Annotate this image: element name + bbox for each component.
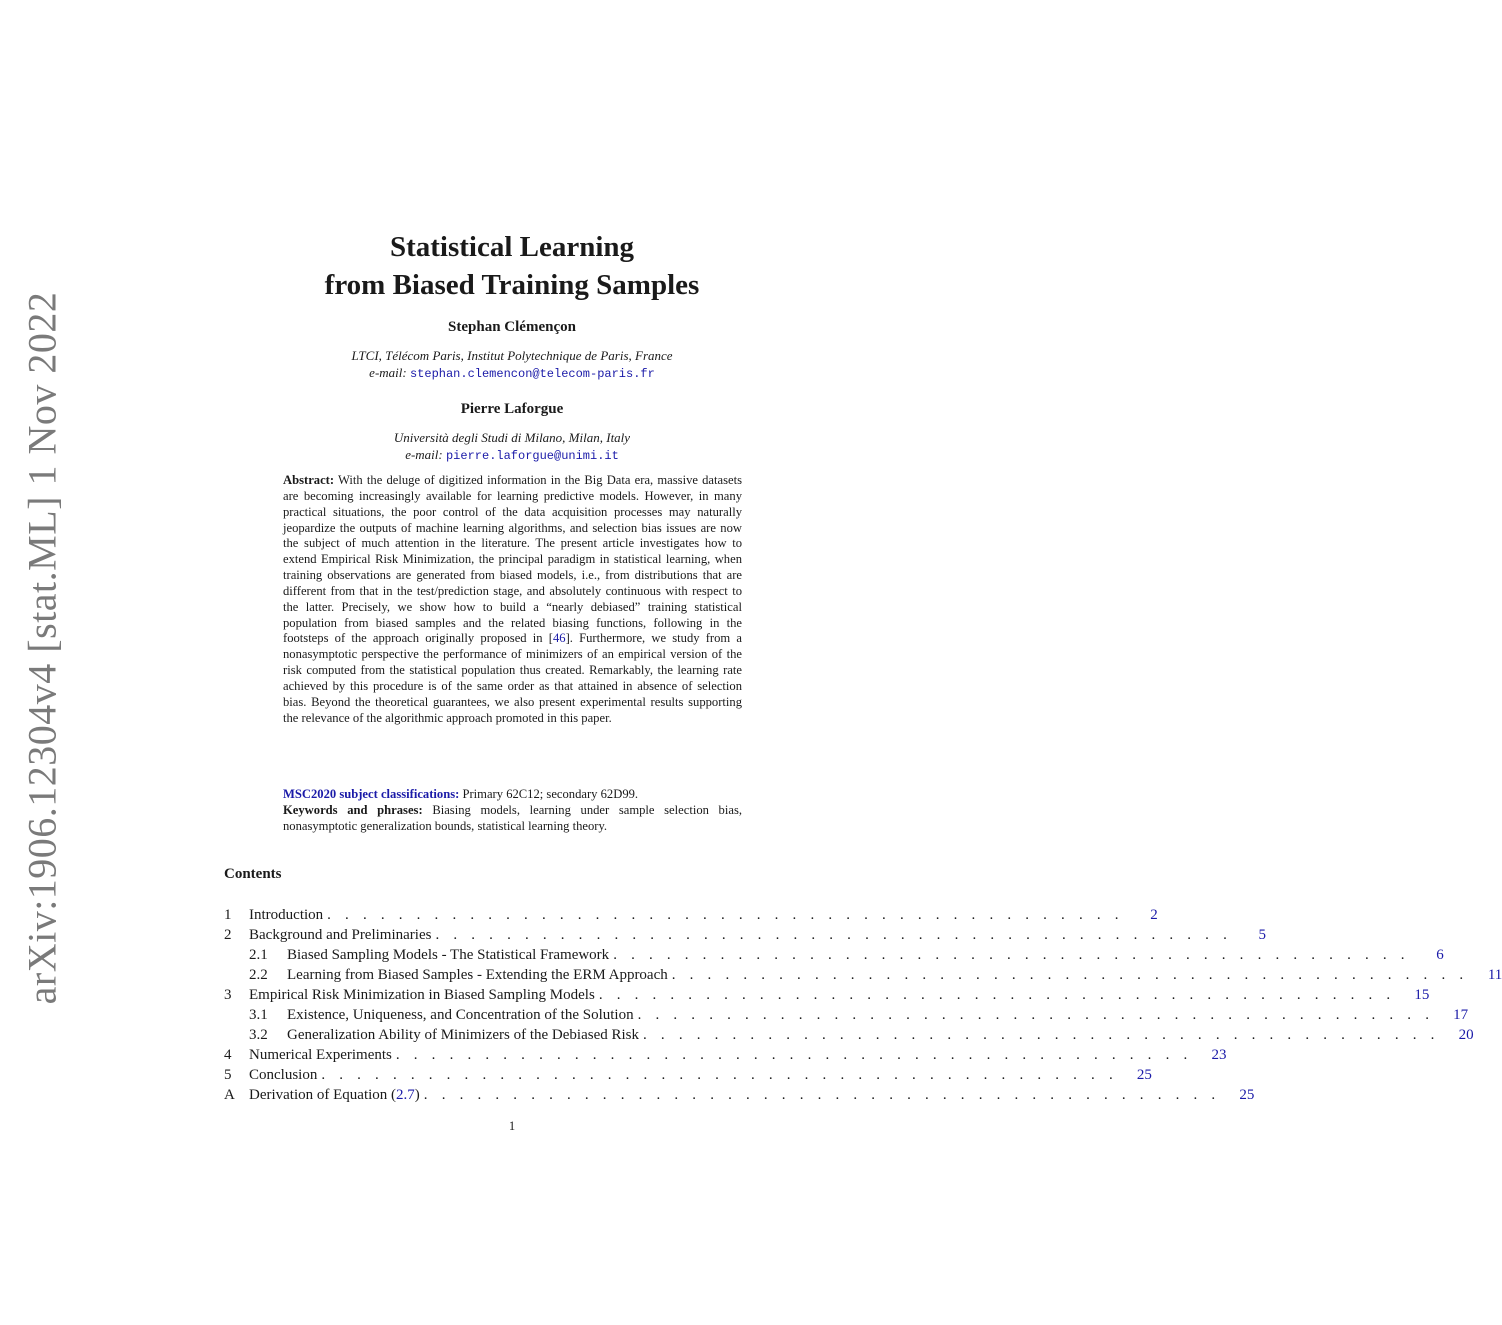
toc-number: 4	[224, 1047, 232, 1063]
toc-page-link[interactable]: 11	[1487, 967, 1502, 983]
toc-number: 3	[224, 987, 232, 1003]
toc-number: 1	[224, 907, 232, 923]
toc-entry[interactable]	[224, 985, 1430, 1005]
toc-number: 2.1	[249, 947, 268, 963]
contents-heading: Contents	[224, 866, 282, 882]
toc-entry[interactable]	[224, 1025, 1474, 1045]
toc-page-link[interactable]: 23	[1211, 1047, 1227, 1063]
equation-ref-link[interactable]: 2.7	[396, 1087, 415, 1103]
table-of-contents	[224, 905, 1502, 1105]
abstract	[283, 473, 742, 727]
title-line-1: Statistical Learning	[389, 231, 635, 263]
toc-page-link[interactable]: 2	[1150, 907, 1158, 923]
author-email-link[interactable]: stephan.clemencon@telecom-paris.fr	[409, 367, 655, 381]
toc-title-close: )	[414, 1087, 420, 1103]
arxiv-identifier: arXiv:1906.12304v4 [stat.ML] 1 Nov 2022	[19, 291, 65, 1005]
abstract-text: With the deluge of digitized information in the Big Data era, massive datasets are becoming increasingly available for learning predictive models. However, in many practical situations, the poor control of the data acquisition processes may naturally jeopardize the outputs of machine learning algorithms, and selection bias issues are now the subject of much attention in the literature. The present article investigates how to extend Empirical Risk Minimization, the principal paradigm in statistical learning, when training observations are generated from biased models, i.e., from distributions that are different from that in the test/prediction stage, and absolutely continuous with respect to the latter. Precisely, we show how to build a “nearly debiased” training statistical population from biased samples and the related biasing functions, following in the footsteps of the approach originally proposed in [	[283, 473, 743, 646]
title-line-2: from Biased Training Samples	[324, 269, 700, 301]
toc-page-link[interactable]: 5	[1258, 927, 1267, 943]
toc-leader: . . . . . . . . . . . . . . . . . . . . . . . . . . . . . . . . . . . . . . . . . . . . .	[321, 1067, 1118, 1083]
paper-title	[0, 228, 1024, 304]
keywords-line	[283, 803, 742, 835]
toc-entry[interactable]	[224, 1005, 1469, 1025]
email-label: e-mail:	[369, 365, 407, 380]
toc-title: Background and Preliminaries	[249, 927, 432, 943]
toc-leader: . . . . . . . . . . . . . . . . . . . . . . . . . . . . . . . . . . . . . . . . . . . . .	[637, 1007, 1435, 1023]
toc-number: 3.1	[249, 1007, 268, 1023]
toc-entry[interactable]	[224, 1085, 1255, 1105]
citation-link[interactable]: 46	[552, 631, 566, 646]
toc-leader: . . . . . . . . . . . . . . . . . . . . . . . . . . . . . . . . . . . . . . . . . . . . .	[671, 967, 1469, 983]
toc-entry[interactable]	[224, 1065, 1152, 1085]
toc-entry[interactable]	[224, 965, 1502, 985]
classification-block	[283, 787, 742, 835]
toc-number: 2	[224, 927, 232, 943]
toc-number: 5	[224, 1067, 232, 1083]
toc-entry[interactable]	[224, 925, 1267, 945]
toc-title: Conclusion	[249, 1067, 318, 1083]
toc-page-link[interactable]: 25	[1136, 1067, 1152, 1083]
toc-page-link[interactable]: 15	[1414, 987, 1430, 1003]
author-affiliation: LTCI, Télécom Paris, Institut Polytechnique de Paris, France	[351, 348, 673, 363]
toc-leader: . . . . . . . . . . . . . . . . . . . . . . . . . . . . . . . . . . . . . . . . . . . . .	[395, 1047, 1193, 1063]
toc-entry[interactable]	[224, 1045, 1227, 1065]
toc-title: Existence, Uniqueness, and Concentration of the Solution	[287, 1007, 634, 1023]
toc-entry[interactable]	[224, 945, 1444, 965]
author-email-line	[0, 364, 1024, 383]
author-affiliation: Università degli Studi di Milano, Milan, Italy	[393, 430, 631, 445]
keywords-label: Keywords and phrases:	[283, 802, 423, 817]
email-label: e-mail:	[405, 447, 443, 462]
abstract-text-continued: ]. Furthermore, we study from a nonasymptotic perspective the performance of minimizers of an empirical version of the risk computed from the statistical population thus created. Remarkably, the learning rate achieved by this procedure is of the same order as that attained in absence of selection bias. Beyond the theoretical guarantees, we also present experimental results supporting the relevance of the algorithmic approach promoted in this paper.	[283, 631, 742, 725]
toc-title: Introduction	[249, 907, 324, 923]
toc-leader: . . . . . . . . . . . . . . . . . . . . . . . . . . . . . . . . . . . . . . . . . . . . .	[643, 1027, 1440, 1043]
msc-text: Primary 62C12; secondary 62D99.	[462, 787, 639, 801]
toc-title: Biased Sampling Models - The Statistical Framework	[287, 947, 610, 963]
toc-leader: . . . . . . . . . . . . . . . . . . . . . . . . . . . . . . . . . . . . . . . . . . . . .	[423, 1087, 1221, 1103]
toc-page-link[interactable]: 25	[1239, 1087, 1255, 1103]
toc-title: Learning from Biased Samples - Extending the ERM Approach	[287, 967, 668, 983]
msc-link[interactable]: MSC2020 subject classifications:	[283, 787, 460, 801]
toc-leader: . . . . . . . . . . . . . . . . . . . . . . . . . . . . . . . . . . . . . . . . . . . . .	[598, 987, 1396, 1003]
author-name: Stephan Clémençon	[448, 319, 576, 335]
author-email-link[interactable]: pierre.laforgue@unimi.it	[445, 449, 619, 463]
toc-page-link[interactable]: 6	[1436, 947, 1444, 963]
toc-entry[interactable]	[224, 905, 1158, 925]
toc-title-text: Derivation of Equation (	[249, 1087, 397, 1103]
toc-title: Numerical Experiments	[249, 1047, 392, 1063]
toc-number: A	[224, 1087, 235, 1103]
abstract-label: Abstract:	[283, 473, 335, 487]
toc-leader: . . . . . . . . . . . . . . . . . . . . . . . . . . . . . . . . . . . . . . . . . . . . .	[327, 907, 1124, 923]
toc-page-link[interactable]: 20	[1458, 1027, 1474, 1043]
toc-leader: . . . . . . . . . . . . . . . . . . . . . . . . . . . . . . . . . . . . . . . . . . . . .	[435, 927, 1233, 943]
toc-page-link[interactable]: 17	[1453, 1007, 1469, 1023]
author-name: Pierre Laforgue	[460, 401, 564, 417]
toc-number: 3.2	[249, 1027, 268, 1043]
author-email-line	[0, 446, 1024, 465]
msc-line	[283, 787, 742, 803]
toc-leader: . . . . . . . . . . . . . . . . . . . . . . . . . . . . . . . . . . . . . . . . . . . . .	[613, 947, 1410, 963]
toc-number: 2.2	[249, 967, 268, 983]
toc-title: Empirical Risk Minimization in Biased Sampling Models	[249, 987, 595, 1003]
keywords-text: Biasing models, learning under sample selection bias, nonasymptotic generalization bounds, statistical learning theory.	[283, 802, 742, 833]
toc-title	[249, 1085, 420, 1105]
page-number: 1	[508, 1119, 516, 1133]
toc-title: Generalization Ability of Minimizers of the Debiased Risk	[287, 1027, 640, 1043]
